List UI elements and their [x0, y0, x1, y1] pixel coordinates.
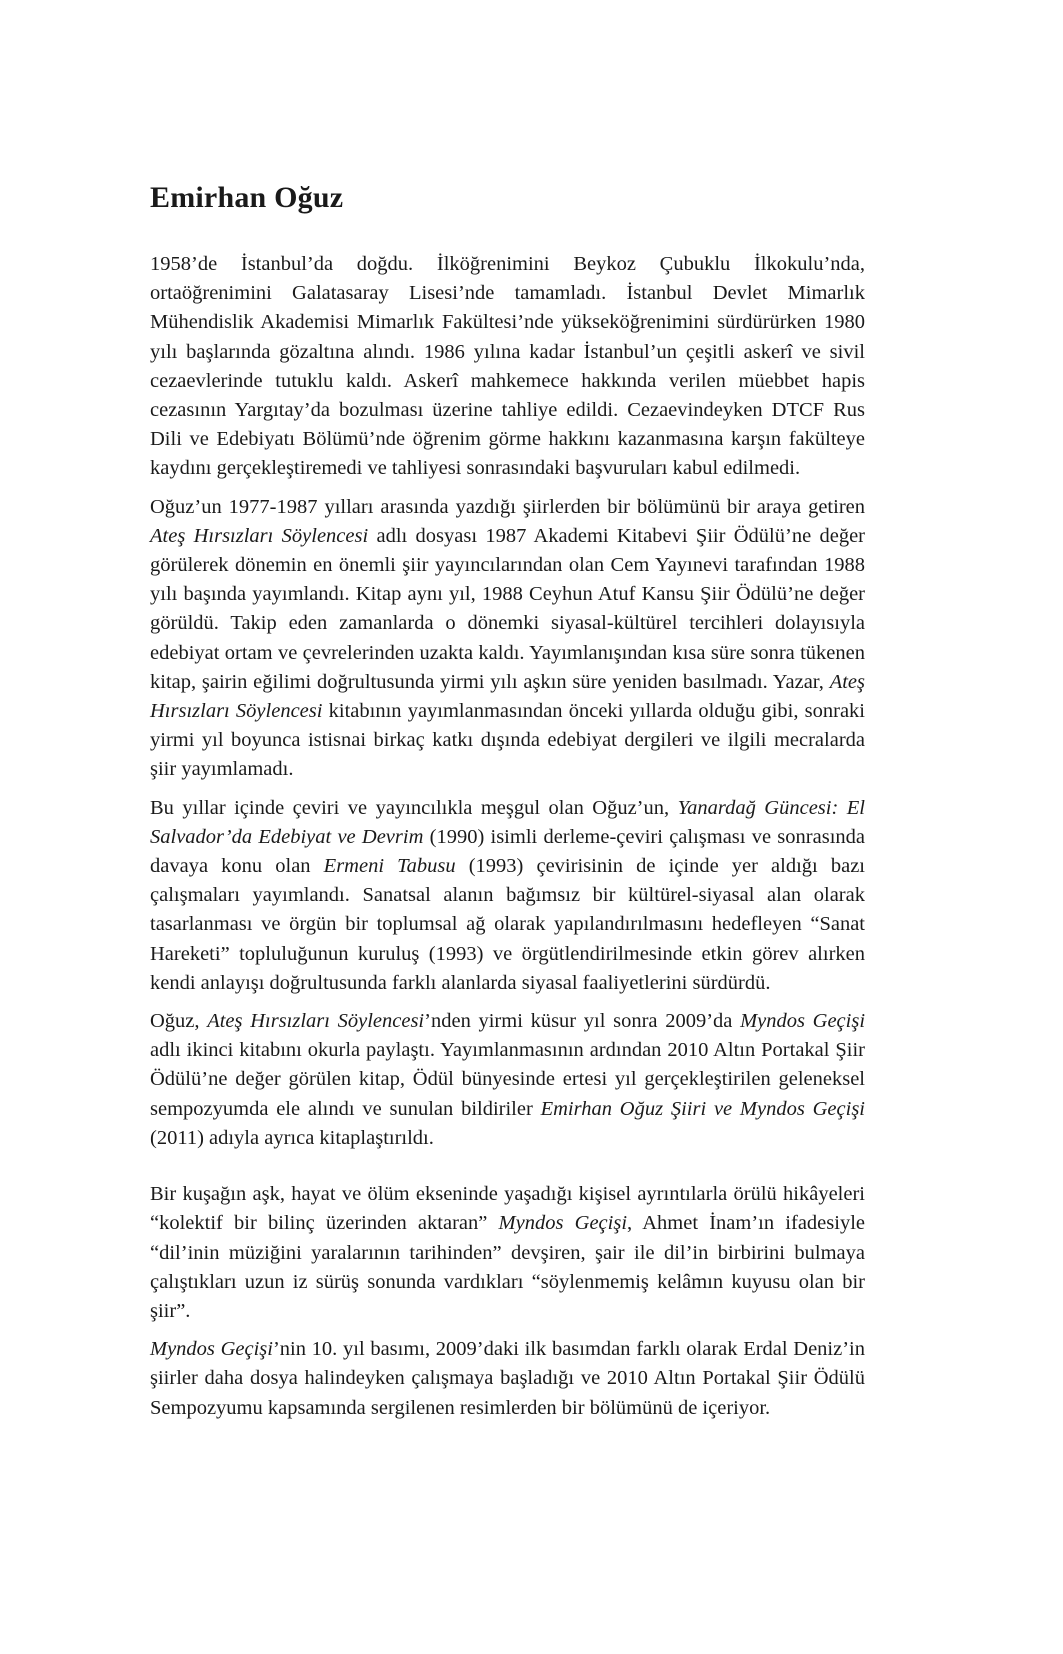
paragraph-text: Oğuz, [150, 1010, 208, 1033]
paragraph-text: 1958’de İstanbul’da doğdu. İlköğrenimini Beykoz Çubuklu İlkokulu’nda, ortaöğrenimini Galatasaray Lisesi’nde tamamladı. İstanbul Devlet Mimarlık Mühendislik Akademisi Mimarlık Fakültesi’nde yükseköğrenimini sürdürürken 1980 yılı başlarında gözaltına alındı. 1986 yılına kadar İstanbul’un çeşitli askerî ve sivil cezaevlerinde tutuklu kaldı. Askerî mahkemece hakkında verilen müebbet hapis cezasının Yargıtay’da bozulması üzerine tahliye edildi. Cezaevindeyken DTCF Rus Dili ve Edebiyatı Bölümü’nde öğrenim görme hakkını kazanmasına karşın fakülteye kaydını gerçekleştiremedi ve tahliyesi sonrasındaki başvuruları kabul edilmedi. [150, 253, 865, 480]
paragraph-text: Bu yıllar içinde çeviri ve yayıncılıkla meşgul olan Oğuz’un, [150, 796, 678, 819]
paragraph [150, 794, 865, 998]
paragraph [150, 1335, 865, 1423]
italic-title-text: Yanardağ Güncesi: El Salvador’da Edebiyat ve Devrim [150, 796, 865, 848]
italic-title-text: Myndos Geçişi [498, 1212, 628, 1235]
paragraph [150, 1180, 865, 1326]
italic-title-text: Myndos Geçişi [150, 1338, 273, 1361]
paragraph-text: Bir kuşağın aşk, hayat ve ölüm ekseninde yaşadığı kişisel ayrıntılarla örülü hikâyeleri “kolektif bir bilinç üzerinden aktaran” [150, 1183, 865, 1235]
body-text [150, 250, 865, 1423]
paragraph-text: Oğuz’un 1977-1987 yılları arasında yazdığı şiirlerden bir bölümünü bir araya getiren [150, 495, 865, 518]
paragraph-text: ’nden yirmi küsur yıl sonra 2009’da [424, 1010, 741, 1033]
paragraph-text: kitabının yayımlanmasından önceki yıllarda olduğu gibi, sonraki yirmi yıl boyunca istisnai birkaç katkı dışında edebiyat dergileri ve ilgili mecralarda şiir yayımlamadı. [150, 700, 865, 781]
italic-title-text: Emirhan Oğuz Şiiri ve Myndos Geçişi [540, 1097, 865, 1120]
paragraph [150, 1007, 865, 1153]
italic-title-text: Myndos Geçişi [740, 1010, 866, 1033]
italic-title-text: Ermeni Tabusu [323, 855, 456, 878]
paragraph-text: (1990) isimli derleme-çeviri çalışması ve sonrasında davaya konu olan [150, 825, 865, 878]
paragraph-text: adlı ikinci kitabını okurla paylaştı. Yayımlanmasının ardından 2010 Altın Portakal Şiir Ödülü’ne değer görülen kitap, Ödül bünyesinde ertesi yıl gerçekleştirilen geleneksel sempozyumda ele alındı ve sunulan bildiriler [150, 1039, 865, 1120]
paragraph-text: , Ahmet İnam’ın ifadesiyle “dil’inin müziğini yaralarının tarihinden” devşiren, şair ile dil’in birbirini bulmaya çalıştıkları uzun iz sürüş sonunda vardıkları “söylenmemiş kelâmın kuyusu olan bir şiir”. [150, 1212, 865, 1322]
italic-title-text: Ateş Hırsızları Söylencesi [150, 524, 369, 547]
page-title: Emirhan Oğuz [150, 181, 344, 214]
italic-title-text: Ateş Hırsızları Söylencesi [207, 1010, 425, 1033]
page [150, 180, 865, 1432]
paragraph [150, 493, 865, 785]
italic-title-text: Ateş Hırsızları Söylencesi [150, 670, 865, 723]
paragraph-text: (1993) çevirisinin de içinde yer aldığı bazı çalışmaları yayımlandı. Sanatsal alanın bağımsız bir kültürel-siyasal alan olarak tasarlanması ve örgün bir toplumsal ağ olarak yapılandırılmasını hedefleyen “Sanat Hareketi” topluluğunun kuruluş (1993) ve örgütlendirilmesinde etkin görev alırken kendi anlayışı doğrultusunda farklı alanlarda siyasal faaliyetlerini sürdürdü. [150, 855, 865, 994]
paragraph-text: adlı dosyası 1987 Akademi Kitabevi Şiir Ödülü’ne değer görülerek dönemin en önemli şiir yayıncılarından olan Cem Yayınevi tarafından 1988 yılı başında yayımlandı. Kitap aynı yıl, 1988 Ceyhun Atuf Kansu Şiir Ödülü’ne değer görüldü. Takip eden zamanlarda o dönemki siyasal-kültürel tercihleri dolayısıyla edebiyat ortam ve çevrelerinden uzakta kaldı. Yayımlanışından kısa süre sonra tükenen kitap, şairin eğilimi doğrultusunda yirmi yılı aşkın süre yeniden basılmadı. Yazar, [150, 524, 865, 693]
paragraph-text: (2011) adıyla ayrıca kitaplaştırıldı. [150, 1126, 434, 1149]
paragraph-text: ’nin 10. yıl basımı, 2009’daki ilk basımdan farklı olarak Erdal Deniz’in şiirler daha dosya halindeyken çalışmaya başladığı ve 2010 Altın Portakal Şiir Ödülü Sempozyumu kapsamında sergilenen resimlerden bir bölümünü de içeriyor. [150, 1338, 865, 1419]
paragraph [150, 250, 865, 484]
